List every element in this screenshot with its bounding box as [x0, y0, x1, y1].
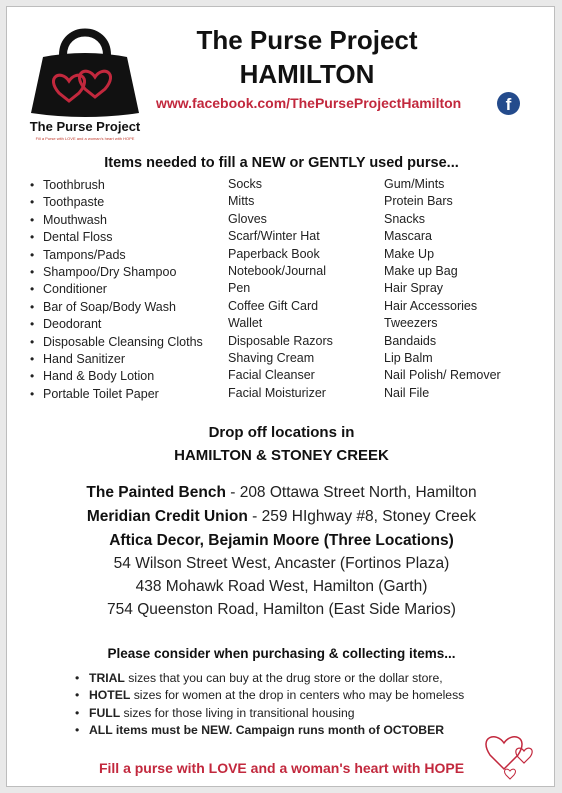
logo-tagline: Fill a Purse with LOVE and a woman's heart with HOPE: [35, 136, 135, 141]
list-item: Nail File: [384, 385, 430, 400]
list-item: • Conditioner: [30, 281, 203, 298]
note-text: sizes for women at the drop in centers who may be homeless: [130, 688, 465, 703]
list-item: • Deodorant: [30, 316, 203, 333]
items-heading: Items needed to fill a NEW or GENTLY used purse...: [104, 155, 459, 171]
dropoff-heading: Drop off locations in: [208, 424, 355, 441]
list-item: Wallet: [228, 316, 263, 331]
list-item: Coffee Gift Card: [228, 298, 319, 313]
items-list-col2: [228, 176, 333, 402]
note-bold: HOTEL: [89, 688, 131, 703]
location-address: - 208 Ottawa Street North, Hamilton: [225, 484, 477, 501]
list-item: Shaving Cream: [228, 350, 315, 365]
consider-notes: [75, 670, 464, 740]
list-item: Hair Spray: [384, 281, 444, 296]
flyer: [6, 6, 555, 787]
list-item: Facial Moisturizer: [228, 385, 326, 400]
facebook-icon[interactable]: f: [497, 92, 520, 115]
list-item: • Mouthwash: [30, 212, 203, 229]
location-meridian: [7, 508, 555, 526]
list-item: Protein Bars: [384, 194, 453, 209]
location-aftica-decor: [7, 532, 555, 550]
page-title: The Purse Project: [196, 25, 418, 55]
location-address: - 259 HIghway #8, Stoney Creek: [247, 508, 477, 525]
list-item: [75, 705, 464, 722]
list-item: Notebook/Journal: [228, 263, 326, 278]
list-item: Nail Polish/ Remover: [384, 368, 501, 383]
note-text: sizes that you can buy at the drug store or the dollar store,: [124, 671, 443, 685]
list-item: • Hand & Body Lotion: [30, 368, 203, 385]
note-text: sizes for those living in transitional housing: [120, 705, 355, 720]
consider-heading: Please consider when purchasing & collecting items...: [107, 646, 456, 661]
list-item: Bandaids: [384, 333, 437, 348]
list-item: [75, 687, 464, 704]
list-item: Scarf/Winter Hat: [228, 229, 320, 244]
list-item: Facial Cleanser: [228, 368, 315, 383]
list-item: • Toothbrush: [30, 177, 203, 194]
list-item: Paperback Book: [228, 246, 320, 261]
list-item: • Hand Sanitizer: [30, 351, 203, 368]
purse-logo-icon: [29, 21, 141, 119]
list-item: Gloves: [228, 211, 267, 226]
page-subtitle: HAMILTON: [239, 59, 375, 89]
dropoff-subheading: HAMILTON & STONEY CREEK: [174, 447, 389, 464]
hearts-icon: [474, 725, 544, 785]
note-bold: FULL: [89, 705, 121, 720]
location-name: The Painted Bench: [86, 484, 226, 501]
list-item: Disposable Razors: [228, 333, 333, 348]
location-address: 438 Mohawk Road West, Hamilton (Garth): [135, 578, 428, 595]
list-item: Hair Accessories: [384, 298, 478, 313]
list-item: Snacks: [384, 211, 425, 226]
list-item: Socks: [228, 177, 263, 191]
location-address: 54 Wilson Street West, Ancaster (Fortinos Plaza): [113, 555, 450, 572]
list-item: Make up Bag: [384, 263, 458, 278]
items-list-col3: [384, 176, 501, 402]
list-item: Lip Balm: [384, 350, 433, 365]
note-bold: TRIAL: [89, 671, 125, 685]
location-name: Aftica Decor, Bejamin Moore (Three Locations): [109, 532, 454, 549]
list-item: Mitts: [228, 194, 255, 209]
footer-slogan: Fill a purse with LOVE and a woman's heart with HOPE: [98, 760, 465, 776]
list-item: • Disposable Cleansing Cloths: [30, 334, 203, 351]
location-painted-bench: [7, 484, 555, 502]
list-item: • Shampoo/Dry Shampoo: [30, 264, 203, 281]
facebook-url[interactable]: www.facebook.com/ThePurseProjectHamilton: [156, 95, 462, 111]
list-item: • Dental Floss: [30, 229, 203, 246]
location-address: 754 Queenston Road, Hamilton (East Side Marios): [107, 601, 456, 618]
list-item: • Portable Toilet Paper: [30, 386, 203, 403]
items-list-col1: [30, 177, 203, 403]
list-item: Mascara: [384, 229, 432, 244]
list-item: [75, 670, 464, 687]
list-item: Make Up: [384, 246, 435, 261]
location-name: Meridian Credit Union: [86, 508, 248, 525]
list-item: [75, 722, 464, 739]
list-item: Gum/Mints: [384, 177, 445, 191]
list-item: • Toothpaste: [30, 194, 203, 211]
note-bold: ALL items must be NEW. Campaign runs month of OCTOBER: [89, 723, 445, 738]
list-item: • Tampons/Pads: [30, 247, 203, 264]
list-item: Tweezers: [384, 316, 438, 331]
list-item: Pen: [228, 281, 251, 296]
logo-name: The Purse Project: [29, 119, 141, 134]
list-item: • Bar of Soap/Body Wash: [30, 299, 203, 316]
